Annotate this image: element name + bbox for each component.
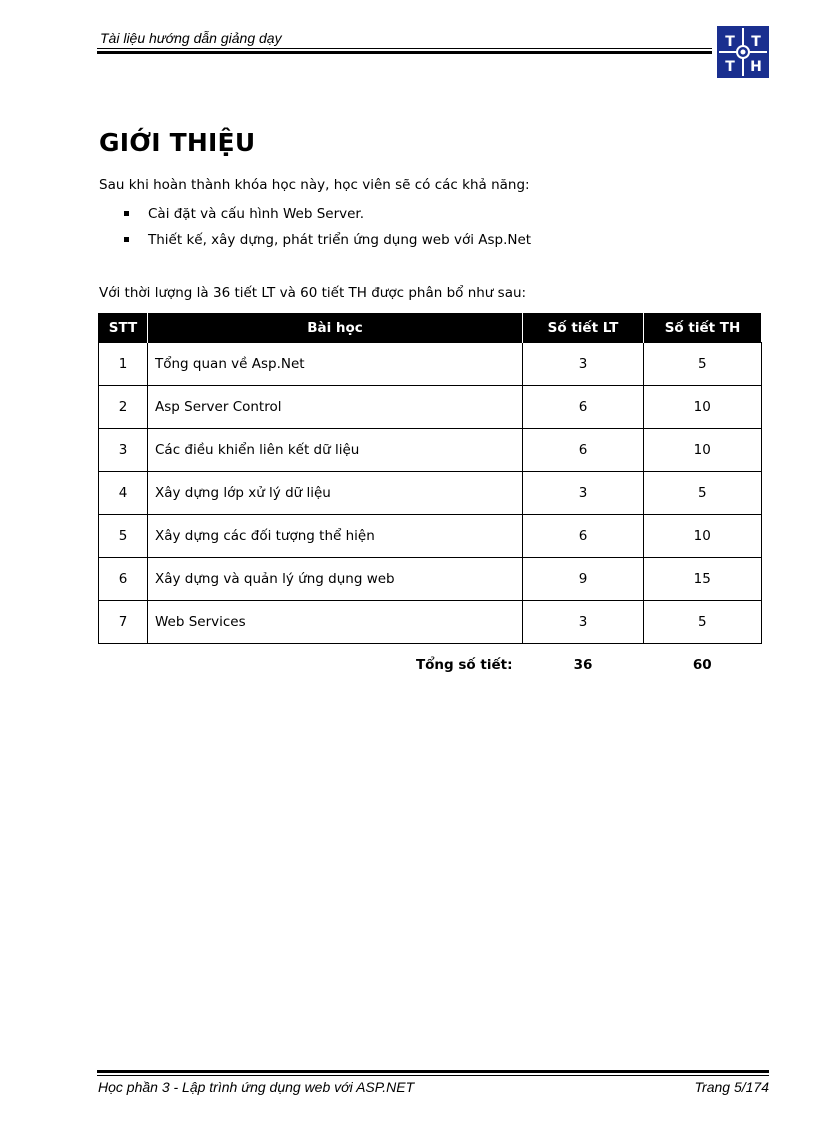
section-title: GIỚI THIỆU xyxy=(99,128,256,157)
row-lesson: Web Services xyxy=(148,601,523,644)
row-theory-hours: 6 xyxy=(523,429,644,472)
row-lesson: Xây dựng và quản lý ứng dụng web xyxy=(148,558,523,601)
row-stt: 7 xyxy=(99,601,148,644)
table-row xyxy=(99,386,762,429)
footer-page-number: Trang 5/174 xyxy=(694,1079,769,1095)
row-lesson: Các điều khiển liên kết dữ liệu xyxy=(148,429,523,472)
row-theory-hours: 3 xyxy=(523,472,644,515)
table-row xyxy=(99,472,762,515)
table-total-row xyxy=(99,644,762,687)
row-lesson: Xây dựng các đối tượng thể hiện xyxy=(148,515,523,558)
table-row xyxy=(99,515,762,558)
table-row xyxy=(99,343,762,386)
table-row xyxy=(99,601,762,644)
row-stt: 6 xyxy=(99,558,148,601)
total-spacer xyxy=(99,644,148,687)
table-row xyxy=(99,558,762,601)
row-practice-hours: 10 xyxy=(644,515,762,558)
row-stt: 1 xyxy=(99,343,148,386)
row-lesson: Xây dựng lớp xử lý dữ liệu xyxy=(148,472,523,515)
table-header-row xyxy=(99,313,762,343)
header-lesson: Bài học xyxy=(148,313,523,343)
row-stt: 5 xyxy=(99,515,148,558)
page-header-title: Tài liệu hướng dẫn giảng dạy xyxy=(100,30,282,46)
table-row xyxy=(99,429,762,472)
row-stt: 4 xyxy=(99,472,148,515)
skills-list xyxy=(124,205,531,257)
row-theory-hours: 3 xyxy=(523,601,644,644)
row-practice-hours: 5 xyxy=(644,343,762,386)
intro-paragraph: Sau khi hoàn thành khóa học này, học viên sẽ có các khả năng: xyxy=(99,177,530,193)
footer-divider-thick xyxy=(97,1070,769,1073)
row-practice-hours: 15 xyxy=(644,558,762,601)
row-stt: 3 xyxy=(99,429,148,472)
logo-letter: H xyxy=(750,59,762,75)
header-practice-hours: Số tiết TH xyxy=(644,313,762,343)
footer-course-title: Học phần 3 - Lập trình ứng dụng web với ASP.NET xyxy=(98,1079,415,1095)
total-practice-hours: 60 xyxy=(692,657,712,673)
course-table xyxy=(98,313,762,686)
header-divider xyxy=(97,48,712,49)
allocation-paragraph: Với thời lượng là 36 tiết LT và 60 tiết TH được phân bổ như sau: xyxy=(99,285,527,301)
row-lesson: Asp Server Control xyxy=(148,386,523,429)
row-practice-hours: 5 xyxy=(644,472,762,515)
row-theory-hours: 9 xyxy=(523,558,644,601)
institution-logo xyxy=(717,26,769,78)
row-practice-hours: 5 xyxy=(644,601,762,644)
total-label: Tổng số tiết: xyxy=(415,657,513,673)
list-item: Thiết kế, xây dựng, phát triển ứng dụng web với Asp.Net xyxy=(124,231,531,257)
list-item: Cài đặt và cấu hình Web Server. xyxy=(124,205,531,231)
row-practice-hours: 10 xyxy=(644,386,762,429)
row-lesson: Tổng quan về Asp.Net xyxy=(148,343,523,386)
header-divider-thick xyxy=(97,51,712,54)
row-practice-hours: 10 xyxy=(644,429,762,472)
row-theory-hours: 3 xyxy=(523,343,644,386)
header-theory-hours: Số tiết LT xyxy=(523,313,644,343)
logo-letter: T xyxy=(725,34,735,50)
header-stt: STT xyxy=(99,313,148,343)
logo-letter: T xyxy=(725,59,735,75)
footer-divider xyxy=(97,1075,769,1076)
row-stt: 2 xyxy=(99,386,148,429)
logo-letter: T xyxy=(751,34,761,50)
total-theory-hours: 36 xyxy=(573,657,593,673)
row-theory-hours: 6 xyxy=(523,386,644,429)
row-theory-hours: 6 xyxy=(523,515,644,558)
